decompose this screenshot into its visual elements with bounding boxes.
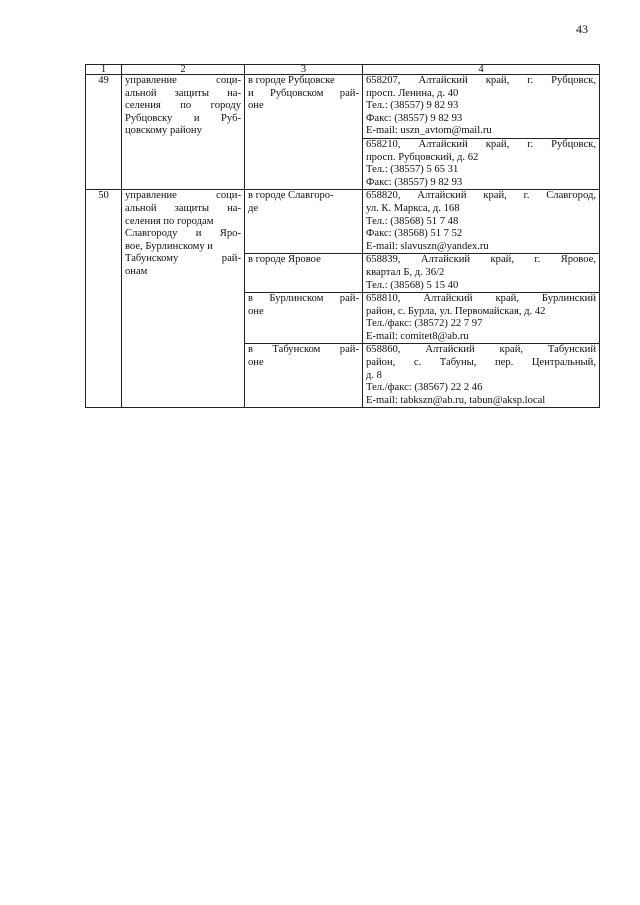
email-text: E-mail: comitet8@ab.ru bbox=[366, 330, 469, 342]
contact-details: 658839, Алтайский край, г. Яровое, квартал Б, д. 36/2 Тел.: (38568) 5 15 40 bbox=[363, 254, 600, 293]
table-row bbox=[86, 75, 600, 139]
email-text: E-mail: slavuszn@yandex.ru bbox=[366, 240, 489, 252]
contact-details: 658810, Алтайский край, Бурлинский район, с. Бурла, ул. Первомайская, д. 42 Тел./факс: (38572) 22 7 97 E-mail: comitet8@ab.ru bbox=[363, 293, 600, 344]
contact-details: 658820, Алтайский край, г. Славгород, ул. К. Маркса, д. 168 Тел.: (38568) 51 7 48 Факс: (38568) 51 7 52 E-mail: slavuszn@yandex.ru bbox=[363, 190, 600, 254]
email-text: E-mail: tabkszn@ab.ru, tabun@aksp.local bbox=[366, 394, 546, 406]
territory-name: в городе Яровое bbox=[245, 254, 363, 293]
agency-name: управление соци- альной защиты на- селения по городам Славгороду и Яро- вое, Бурлинскому и Табунскому рай- онам bbox=[122, 190, 245, 408]
table-row bbox=[86, 190, 600, 254]
page-number: 43 bbox=[576, 22, 588, 36]
row-number: 50 bbox=[86, 190, 122, 408]
header-row bbox=[86, 65, 600, 75]
header-col-3: 3 bbox=[245, 65, 363, 75]
contact-details: 658207, Алтайский край, г. Рубцовск, просп. Ленина, д. 40 Тел.: (38557) 9 82 93 Факс: (38557) 9 82 93 E-mail: uszn_avtom@mail.ru bbox=[363, 75, 600, 139]
contact-details: 658210, Алтайский край, г. Рубцовск, просп. Рубцовский, д. 62 Тел.: (38557) 5 65 31 Факс: (38557) 9 82 93 bbox=[363, 138, 600, 189]
social-protection-table bbox=[85, 64, 600, 408]
header-col-2: 2 bbox=[122, 65, 245, 75]
header-col-4: 4 bbox=[363, 65, 600, 75]
territory-name: в Табунском рай- оне bbox=[245, 344, 363, 408]
header-col-1: 1 bbox=[86, 65, 122, 75]
agency-name: управление соци- альной защиты на- селения по городу Рубцовску и Руб- цовскому району bbox=[122, 75, 245, 190]
territory-name: в городе Славгоро- де bbox=[245, 190, 363, 254]
email-text: E-mail: uszn_avtom@mail.ru bbox=[366, 125, 492, 137]
territory-name: в Бурлинском рай- оне bbox=[245, 293, 363, 344]
contact-details: 658860, Алтайский край, Табунский район, с. Табуны, пер. Центральный, д. 8 Тел./факс: (38567) 22 2 46 E-mail: tabkszn@ab.ru, tabun@aksp.local bbox=[363, 344, 600, 408]
territory-name: в городе Рубцовске и Рубцовском рай- оне bbox=[245, 75, 363, 190]
row-number: 49 bbox=[86, 75, 122, 190]
